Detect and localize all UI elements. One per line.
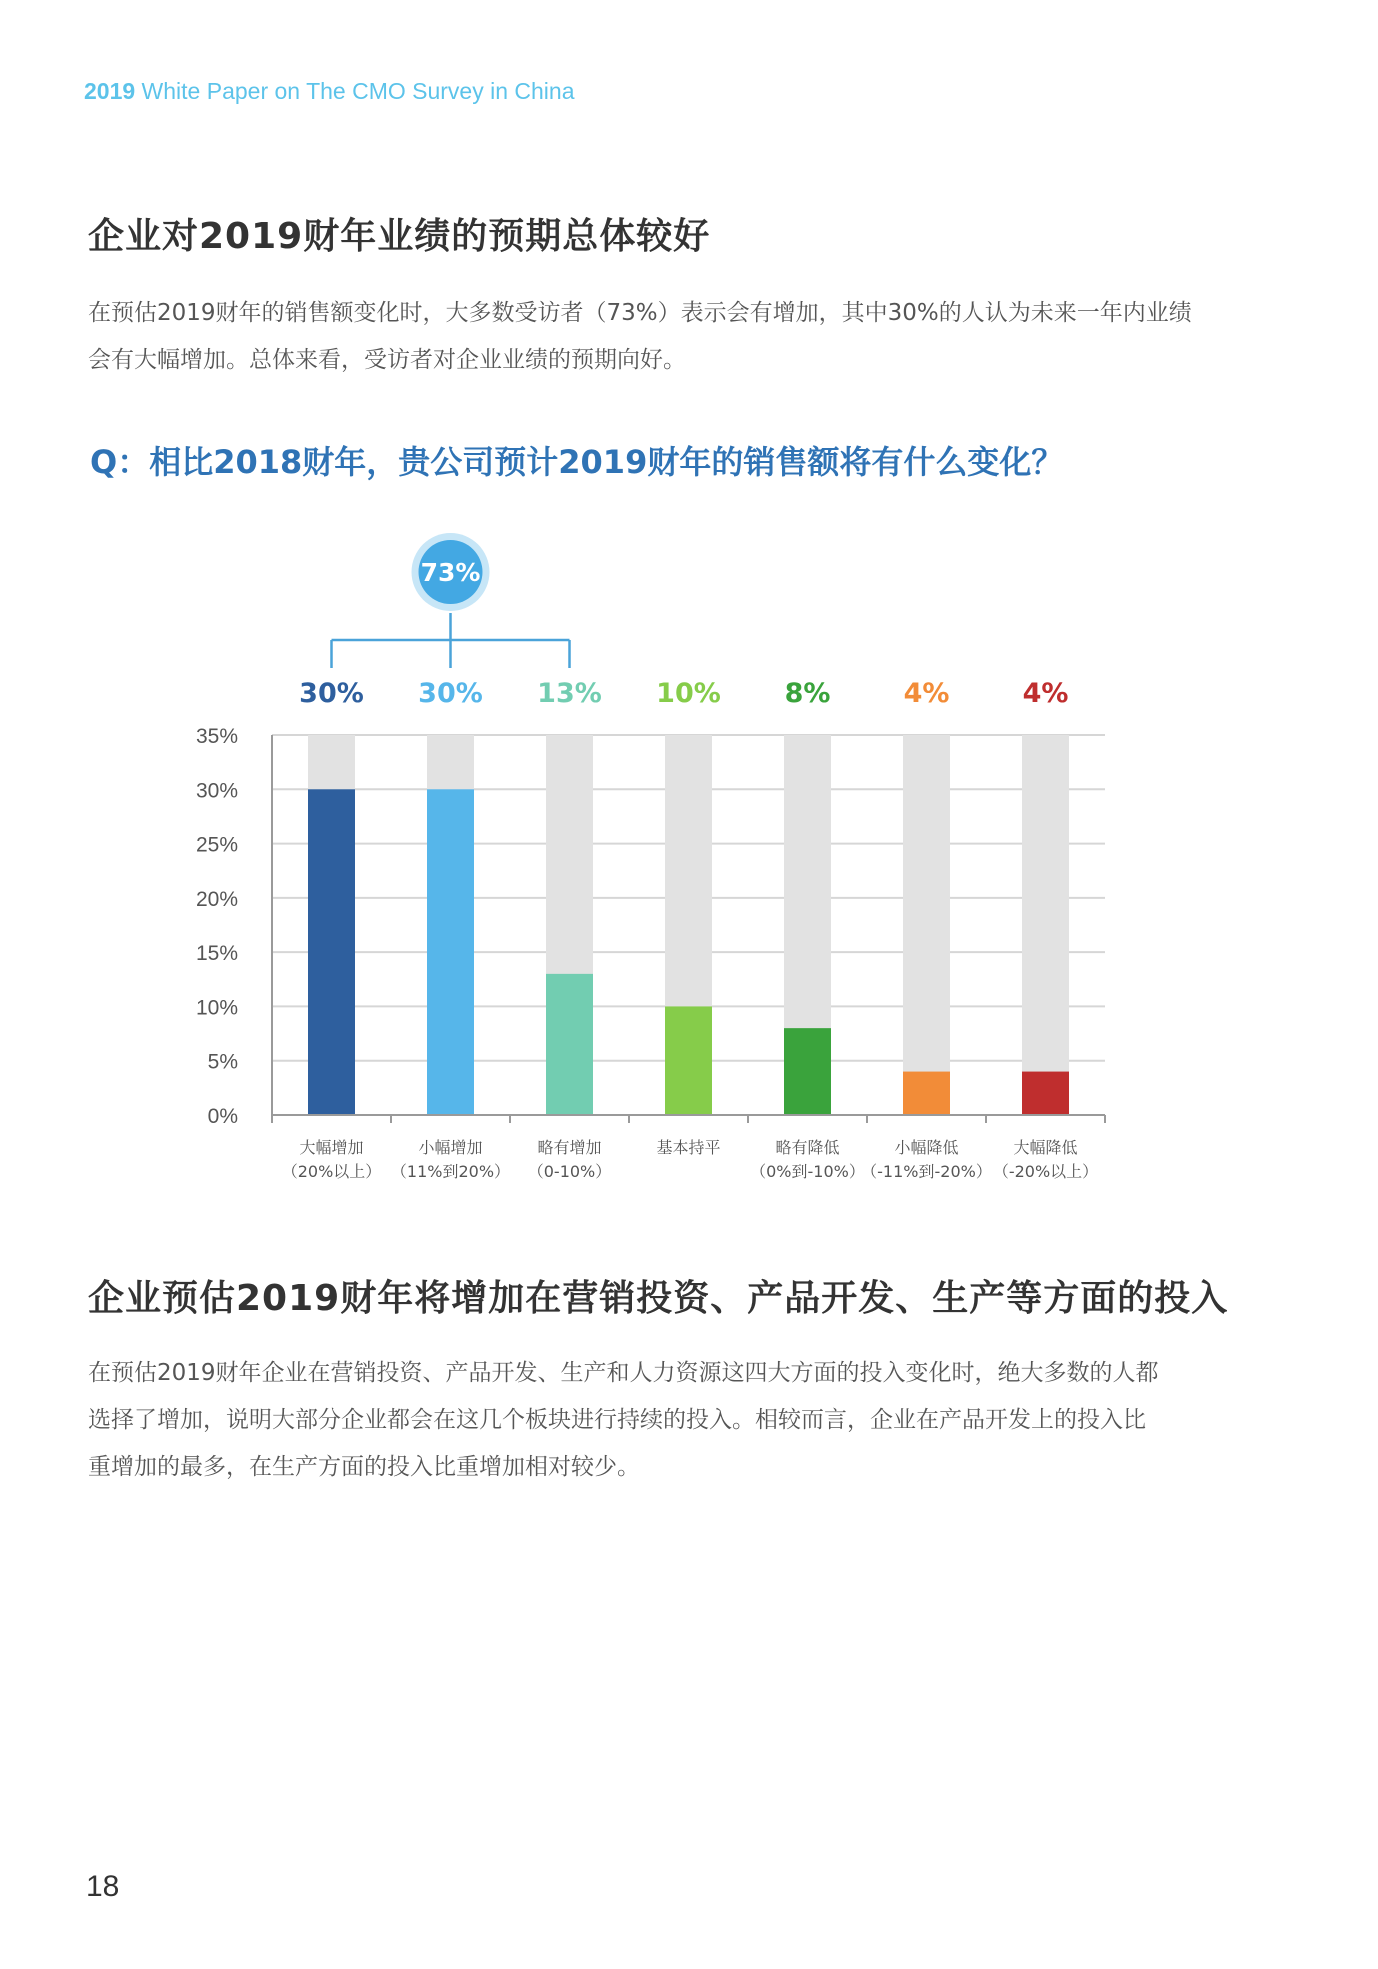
bar bbox=[1022, 1072, 1069, 1115]
y-tick-label: 30% bbox=[195, 779, 238, 803]
group-total bbox=[332, 533, 570, 668]
total-badge-label: 73% bbox=[420, 558, 481, 587]
data-label: 30% bbox=[299, 678, 364, 709]
section2-body-line: 在预估2019财年企业在营销投资、产品开发、生产和人力资源这四大方面的投入变化时，绝大多数的人都 bbox=[88, 1360, 1159, 1386]
page-number: 18 bbox=[86, 1870, 120, 1903]
category-label: 小幅增加 bbox=[418, 1138, 483, 1157]
header-year: 2019 bbox=[84, 78, 136, 104]
y-tick-label: 10% bbox=[195, 996, 238, 1020]
y-tick-label: 35% bbox=[195, 725, 238, 748]
category-sublabel: （-20%以上） bbox=[992, 1162, 1099, 1181]
category-sublabel: （0%到-10%） bbox=[750, 1162, 865, 1181]
category-sublabel: （0-10%） bbox=[527, 1162, 612, 1181]
y-tick-label: 20% bbox=[195, 887, 238, 911]
category-label: 基本持平 bbox=[656, 1138, 721, 1157]
section1-body-line: 在预估2019财年的销售额变化时，大多数受访者（73%）表示会有增加，其中30%的人认为未来一年内业绩 bbox=[88, 300, 1192, 326]
section1-body bbox=[88, 290, 1258, 384]
y-axis-ticks bbox=[196, 725, 238, 1128]
bar bbox=[665, 1006, 712, 1115]
header-title: White Paper on The CMO Survey in China bbox=[135, 78, 575, 104]
bar bbox=[546, 974, 593, 1115]
data-label: 30% bbox=[418, 678, 483, 709]
section2-body bbox=[88, 1350, 1258, 1491]
data-label: 4% bbox=[903, 678, 950, 709]
category-sublabel: （11%到20%） bbox=[390, 1162, 511, 1181]
section1-heading: 企业对2019财年业绩的预期总体较好 bbox=[88, 216, 711, 257]
category-label: 大幅降低 bbox=[1013, 1138, 1078, 1157]
category-labels bbox=[282, 1138, 1098, 1181]
data-label: 8% bbox=[784, 678, 831, 709]
bar bbox=[308, 789, 355, 1115]
y-tick-label: 25% bbox=[195, 833, 238, 857]
chart-question: Q：相比2018财年，贵公司预计2019财年的销售额将有什么变化？ bbox=[90, 443, 1064, 481]
header-brand bbox=[84, 78, 575, 105]
section2-body-line: 重增加的最多，在生产方面的投入比重增加相对较少。 bbox=[88, 1454, 640, 1480]
section2-heading: 企业预估2019财年将增加在营销投资、产品开发、生产等方面的投入 bbox=[88, 1278, 1229, 1319]
value-labels bbox=[299, 678, 1068, 709]
category-label: 大幅增加 bbox=[299, 1138, 364, 1157]
y-tick-label: 15% bbox=[195, 942, 238, 966]
bar bbox=[427, 789, 474, 1115]
data-label: 10% bbox=[656, 678, 721, 709]
y-tick-label: 5% bbox=[207, 1050, 238, 1074]
section2-body-line: 选择了增加，说明大部分企业都会在这几个板块进行持续的投入。相较而言，企业在产品开发上的投入比 bbox=[88, 1407, 1146, 1433]
category-sublabel: （20%以上） bbox=[281, 1162, 382, 1181]
bar-background bbox=[903, 735, 950, 1115]
bar-background bbox=[1022, 735, 1069, 1115]
bar bbox=[903, 1072, 950, 1115]
bar bbox=[784, 1028, 831, 1115]
category-sublabel: （-11%到-20%） bbox=[861, 1162, 992, 1181]
data-label: 13% bbox=[537, 678, 602, 709]
category-label: 略有降低 bbox=[775, 1138, 840, 1157]
y-tick-label: 0% bbox=[207, 1105, 238, 1128]
bar-chart bbox=[0, 520, 1378, 1220]
category-label: 小幅降低 bbox=[894, 1138, 959, 1157]
bars bbox=[308, 735, 1069, 1115]
category-label: 略有增加 bbox=[537, 1138, 602, 1157]
data-label: 4% bbox=[1022, 678, 1069, 709]
section1-body-line: 会有大幅增加。总体来看，受访者对企业业绩的预期向好。 bbox=[88, 347, 686, 373]
